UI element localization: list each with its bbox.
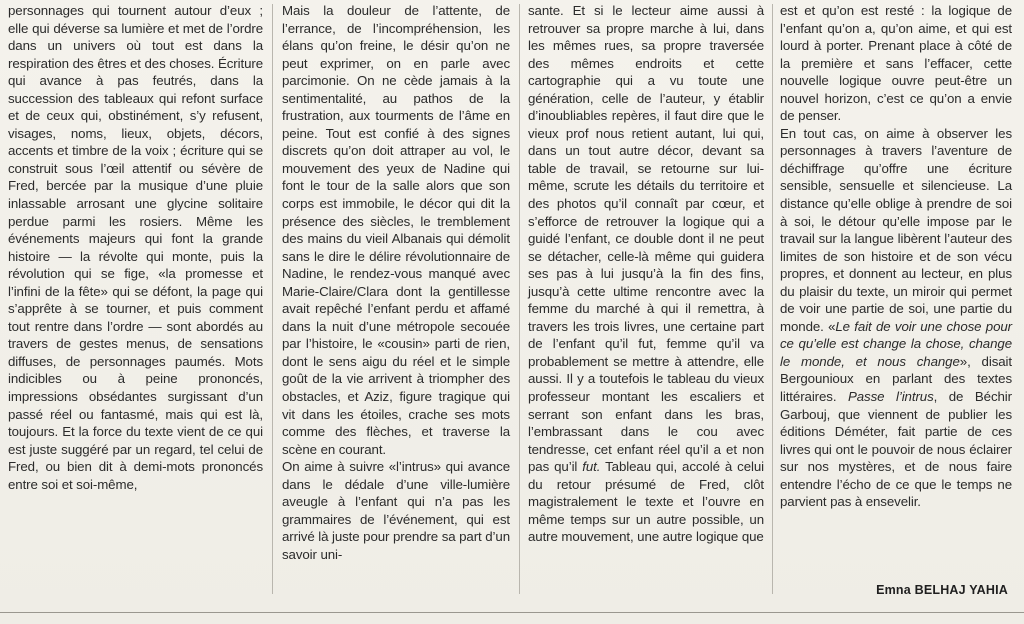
author-signature: Emna BELHAJ YAHIA (876, 583, 1008, 597)
column-divider (519, 4, 520, 594)
bottom-rule (0, 612, 1024, 613)
column-4-paragraph-2 (780, 125, 1012, 511)
book-title: Passe l’intrus (847, 389, 934, 405)
column-3-text (528, 2, 764, 546)
column-4-text-b: », disait Bergounioux en parlant des textes littéraires. (780, 353, 1012, 405)
column-2-paragraph-2: On aime à suivre «l’intrus» qui avance dans le dédale d’une ville-lumière aveugle à l’enfant qui n’a pas les grammaires de l’événement, qui est arrivé là juste pour prendre sa part d’un savoir uni- (282, 459, 510, 562)
column-3-text-a: sante. Et si le lecteur aime aussi à retrouver sa propre marche à lui, dans les mêmes rues, sa propre traversée des mêmes endroits et cette cartographie qui a vu toute une génération, celle de l’auteur, y établir d’inoubliables repères, il faut dire que le vieux prof nous retient autant, lui qui, dans un tout autre décor, devant sa table de travail, se retourne sur lui-même, scrute les détails du territoire et des photos qu’il connaît par cœur, et s’efforce de retrouver la logique qui a guidé l’enfant, ce double dont il ne peut se détacher, celle-là même qui guidera ses pas à lui jusqu’à la fin des fins, jusqu’à cette ultime rencontre avec la femme du marché à qui il remettra, à travers les trois livres, une certaine part de l’enfant qu’il fut, femme qu’il va probablement se mettre à attendre, elle aussi. Il y a toutefois le tableau du vieux professeur montant les escaliers et serrant son enfant dans les bras, l’embrassant dans le cou avec tendresse, cet enfant réel qu’il a et non pas qu’il (528, 3, 764, 475)
column-2-paragraph-1: Mais la douleur de l’attente, de l’errance, de l’incompréhension, les élans qu’on freine, le désir qu’on ne peut exprimer, on en parle avec parcimonie. On ne cède jamais à la sentimentalité, au pathos de la frustration, aux tourments de l’âme en peine. Tout est confié à des signes discrets qu’on doit attraper au vol, le mouvement des yeux de Nadine qui font le tour de la salle alors que son corps est immobile, le décor qui dit la présence des siècles, le tremblement des mains du vieil Albanais qui démolit sans le dire le délire révolutionnaire de Nadine, le rendez-vous manqué avec Marie-Claire/Clara dont la gentillesse avait repêché l’enfant perdu et affamé dans la nuit d’une métropole secouée par l’histoire, le «cousin» parti de rien, dont le sens aigu du réel et le simple goût de la vie arrivent à triompher des obstacles, et Aziz, figure tragique qui vit dans les étoiles, crache ses mots comme des flèches, et traverse la scène en courant. (282, 3, 510, 457)
column-4-quote: Le fait de voir une chose pour ce qu’elle est change la chose, change le monde, et nous change (780, 318, 1013, 369)
column-3-emphasis: fut. (582, 459, 601, 475)
column-1-text: personnages qui tournent autour d’eux ; elle qui déverse sa lumière et met de l’ordre dans un univers où tout est dans la respiration des êtres et des choses. Écriture qui avance à pas feutrés, dans la succession des tableaux qui refont surface et de ceux qui, obstinément, s’y refusent, visages, noms, lieux, objets, décors, accents et timbre de la voix ; écriture qui se construit sous l’œil attentif ou sévère de Fred, bercée par la musique d’une pluie inlassable arrosant une glycine solitaire perdue parmi les rosiers. Même les événements majeurs qui font la grande histoire — la révolte qui monte, puis la révolution qui se fige, «la promesse et l’infini de la fête» qui se défont, la page qui s’apprête à se tourner, et puis comment tout rentre dans l’ordre — sont abordés au travers de gestes menus, de sensations diffuses, de personnages paumés. Mots indicibles ou à peine prononcés, impressions obsédantes surgissant d’un passé réel ou fantasmé, mais qui est là, toujours. Et la force du texte vient de ce qui est juste suggéré par un regard, tel celui de Fred, ou bien dit à demi-mots prononcés entre soi et soi-même, (8, 3, 263, 492)
column-3-text-b: Tableau qui, accolé à celui du retour présumé de Fred, clôt magistralement le texte et l’ouvre en même temps sur un autre possible, un autre mouvement, une autre logique que (528, 459, 764, 545)
article-column-3 (528, 2, 764, 546)
column-4-text-c: , de Béchir Garbouj, que viennent de publier les éditions Déméter, fait partie de ces livres qui ont le pouvoir de nous éclairer sur nos mystères, et de nous faire entendre l’écho de ce que le temps ne parvient pas à ensevelir. (780, 389, 1012, 510)
column-divider (772, 4, 773, 594)
article-column-1 (8, 2, 263, 493)
column-4-text-a: En tout cas, on aime à observer les personnages à travers l’aventure de déchiffrage qu’offre une écriture sensible, sensuelle et silencieuse. La distance qu’elle oblige à prendre de soi à soi, le détour qu’elle impose par le travail sur la langue libèrent l’auteur des limites de son histoire et de son vécu propres, et donnent au lecteur, en plus du plaisir du texte, un miroir qui permet de voir une partie de soi, une partie du monde. « (780, 125, 1012, 334)
column-divider (272, 4, 273, 594)
article-column-2 (282, 2, 510, 564)
column-4-paragraph-1: est et qu’on est resté : la logique de l’enfant qu’on a, qu’on aime, et qui est lourd à porter. Prenant place à côté de la première et sans l’effacer, cette nouvelle logique ouvre peut-être un nouvel horizon, c’est ce qu’on a envie de penser. (780, 3, 1012, 124)
article-column-4 (780, 2, 1012, 511)
